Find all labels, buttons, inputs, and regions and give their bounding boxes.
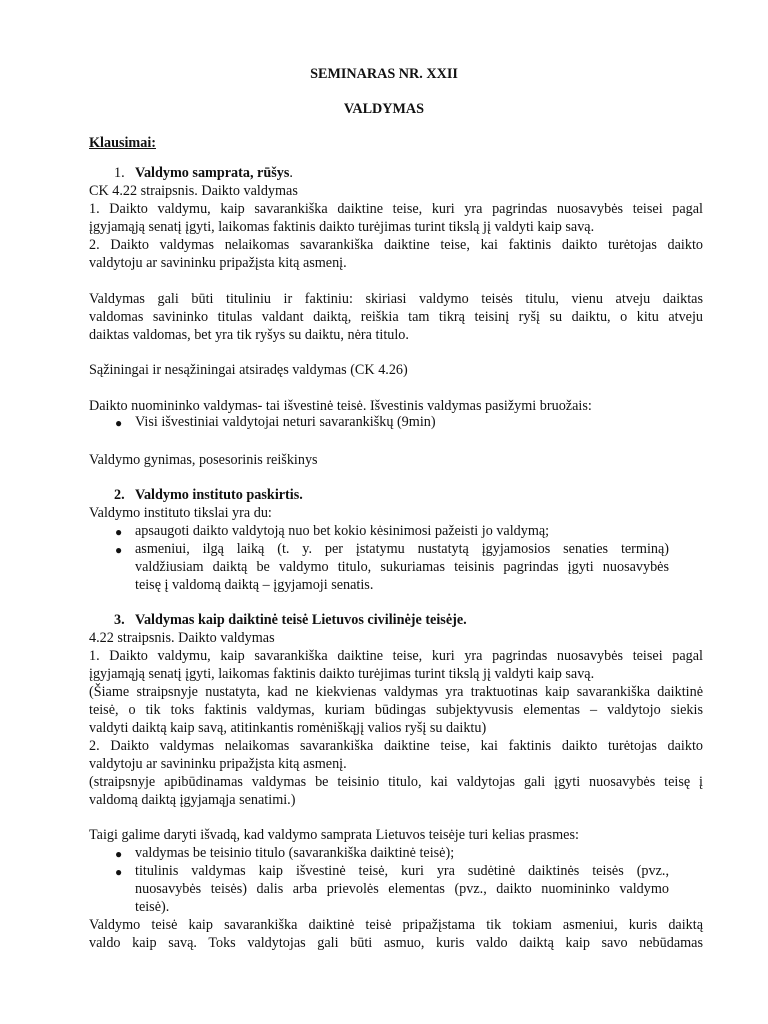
list-item: valdymas be teisinio titulo (savarankiška daiktinė teisė); — [135, 845, 455, 861]
comment-line: (Šiame straipsnyje nustatyta, kad ne kiekvienas valdymas yra traktuotinas kaip savarankiška daiktinė — [89, 684, 703, 700]
comment-line: valdomą daiktą įgyjamąja senatimi.) — [89, 792, 296, 808]
paragraph-line: įgyjamąją senatį įgyti, laikomas faktinis daikto turėjimas turint tikslą jį valdyti kaip savą. — [89, 666, 595, 682]
bullet-icon: ● — [115, 525, 123, 539]
paragraph-line: valdytoju ar savininku pripažįsta kitą asmenį. — [89, 756, 347, 772]
paragraph-line: valdomas savininko titulas valdant daiktą, reiškia tam tikrą teisinį ryšį su daiktu, o kitu atveju — [89, 309, 703, 325]
paragraph-line: Valdymo teisė kaip savarankiška daiktinė teisė pripažįstama tik tokiam asmeniui, kuris daiktą — [89, 917, 703, 933]
article-ref: CK 4.22 straipsnis. Daikto valdymas — [89, 183, 298, 199]
paragraph-line: 1. Daikto valdymu, kaip savarankiška daiktine teise, kuri yra pagrindas nuosavybės teisei pagal — [89, 201, 703, 217]
list-item-continuation: valdžiusiam daiktą be valdymo titulo, sukuriamas teisinis pagrindas įgyti nuosavybės — [135, 559, 669, 575]
document-title: SEMINARAS NR. XXII — [310, 66, 458, 82]
bullet-icon: ● — [115, 865, 123, 879]
paragraph-line: 1. Daikto valdymu, kaip savarankiška daiktine teise, kuri yra pagrindas nuosavybės teisei pagal — [89, 648, 703, 664]
paragraph-line: 2. Daikto valdymas nelaikomas savarankiška daiktine teise, kai faktinis daikto turėtojas daikto — [89, 237, 703, 253]
paragraph-line: Sąžiningai ir nesąžiningai atsiradęs valdymas (CK 4.26) — [89, 362, 408, 378]
question-3-number: 3. — [114, 612, 125, 628]
comment-line: valdyti daiktą kaip savą, atitinkantis romėniškąjį valios ryšį su daiktu) — [89, 720, 487, 736]
list-item: apsaugoti daikto valdytoją nuo bet kokio kėsinimosi pažeisti jo valdymą; — [135, 523, 550, 539]
question-1-period: . — [289, 165, 293, 181]
document-subtitle: VALDYMAS — [343, 101, 425, 117]
paragraph-line: valdo kaip savą. Toks valdytojas gali būti asmuo, kuris valdo daiktą kaip savo nebūdamas — [89, 935, 703, 951]
paragraph-line: Valdymo gynimas, posesorinis reiškinys — [89, 452, 318, 468]
question-1-title: Valdymo samprata, rūšys — [135, 165, 290, 181]
list-item: asmeniui, ilgą laiką (t. y. per įstatymu nustatytą įgyjamosios senaties terminą) — [135, 541, 669, 557]
question-2-title: Valdymo instituto paskirtis. — [135, 487, 303, 503]
paragraph-line: Valdymo instituto tikslai yra du: — [89, 505, 272, 521]
list-item-continuation: teisė). — [135, 899, 170, 915]
question-2-number: 2. — [114, 487, 125, 503]
paragraph-line: įgyjamąją senatį įgyti, laikomas faktinis daikto turėjimas turint tikslą jį valdyti kaip savą. — [89, 219, 595, 235]
paragraph-line: daiktas valdomas, bet yra tik ryšys su daiktu, nėra titulo. — [89, 327, 409, 343]
list-item: titulinis valdymas kaip išvestinė teisė, kuri yra sudėtinė daiktinės teisės (pvz., — [135, 863, 669, 879]
list-item-continuation: nuosavybės teisės) dalis arba prievolės elementas (pvz., daikto nuomininko valdymo — [135, 881, 669, 897]
list-item: Visi išvestiniai valdytojai neturi savarankiškų (9min) — [135, 414, 436, 430]
paragraph-line: 2. Daikto valdymas nelaikomas savarankiška daiktine teise, kai faktinis daikto turėtojas daikto — [89, 738, 703, 754]
list-item-continuation: teisę į valdomą daiktą – įgyjamoji senatis. — [135, 577, 374, 593]
paragraph-line: valdytoju ar savininku pripažįsta kitą asmenį. — [89, 255, 347, 271]
bullet-icon: ● — [115, 847, 123, 861]
bullet-icon: ● — [115, 416, 123, 430]
paragraph-line: Daikto nuomininko valdymas- tai išvestinė teisė. Išvestinis valdymas pasižymi bruožais: — [89, 398, 592, 414]
paragraph-line: Taigi galime daryti išvadą, kad valdymo samprata Lietuvos teisėje turi kelias prasmes: — [89, 827, 579, 843]
question-3-title: Valdymas kaip daiktinė teisė Lietuvos civilinėje teisėje. — [135, 612, 467, 628]
comment-line: teisė, o tik toks faktinis valdymas, kuriam būdingas subjektyvusis elementas – valdytojo siekis — [89, 702, 703, 718]
question-1-number: 1. — [114, 165, 125, 181]
paragraph-line: Valdymas gali būti tituliniu ir faktiniu: skiriasi valdymo teisės titulu, vienu atveju daiktas — [89, 291, 703, 307]
question-1-heading — [135, 165, 749, 183]
bullet-icon: ● — [115, 543, 123, 557]
comment-line: (straipsnyje apibūdinamas valdymas be teisinio titulo, kai valdytojas gali įgyti nuosavybės teisę į — [89, 774, 703, 790]
article-ref: 4.22 straipsnis. Daikto valdymas — [89, 630, 275, 646]
section-heading-klausimai: Klausimai: — [89, 135, 157, 151]
